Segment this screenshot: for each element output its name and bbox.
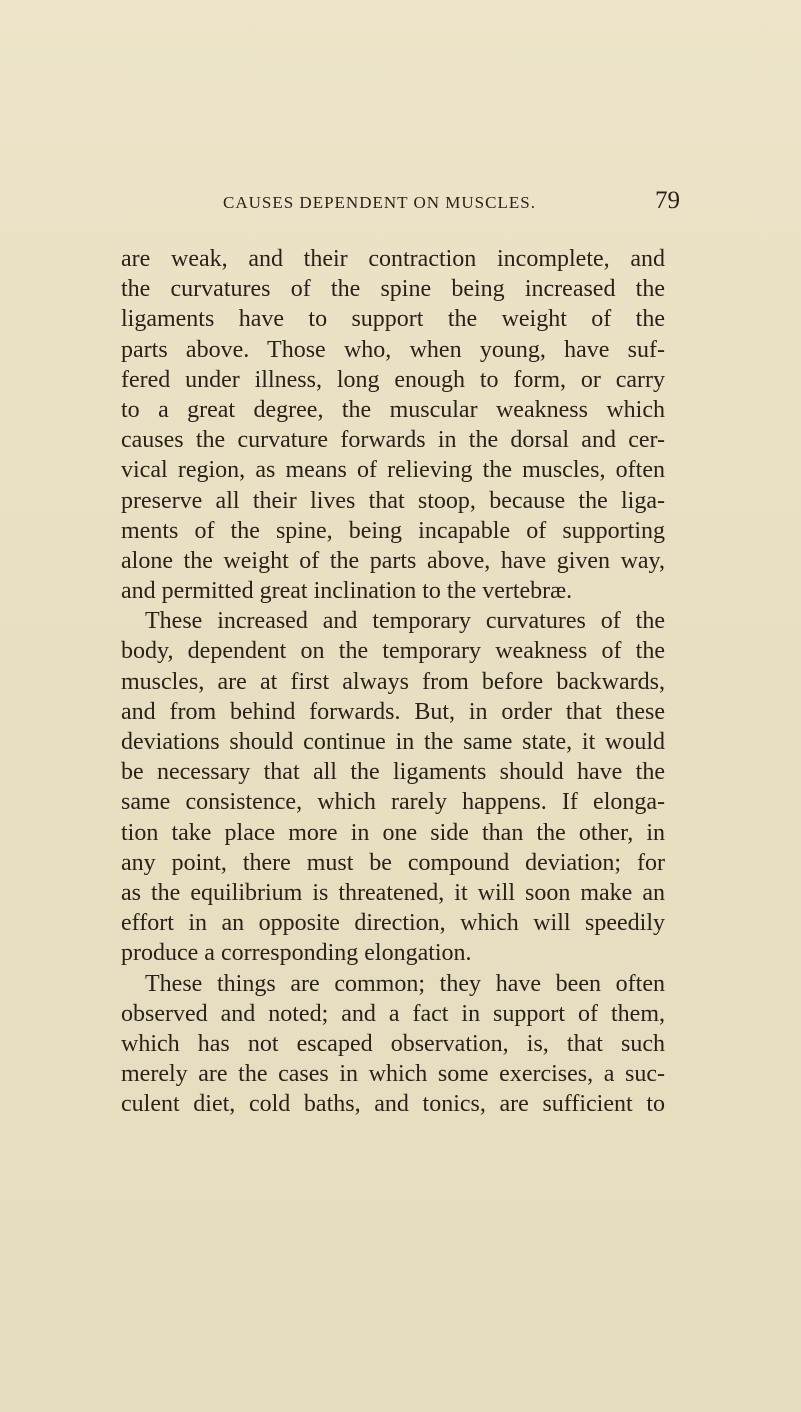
page-header (223, 187, 683, 223)
text-line: any point, there must be compound deviation; for (121, 849, 665, 876)
text-line: alone the weight of the parts above, have given way, (121, 547, 665, 574)
text-line: causes the curvature forwards in the dorsal and cer- (121, 427, 665, 454)
text-line: ments of the spine, being incapable of supporting (121, 517, 665, 544)
text-line: as the equilibrium is threatened, it will soon make an (121, 879, 665, 906)
text-line: produce a corresponding elongation. (121, 940, 472, 967)
text-line: deviations should continue in the same state, it would (121, 729, 665, 755)
text-line: culent diet, cold baths, and tonics, are sufficient to (121, 1091, 665, 1118)
text-line: vical region, as means of relieving the muscles, often (121, 457, 665, 484)
body-text (121, 244, 665, 1119)
text-line: preserve all their lives that stoop, because the liga- (121, 487, 665, 514)
text-line: These increased and temporary curvatures of the (145, 608, 665, 635)
page-number: 79 (655, 187, 680, 214)
text-line: same consistence, which rarely happens. If elonga- (121, 789, 665, 816)
text-line: body, dependent on the temporary weakness of the (121, 638, 665, 665)
text-line: ligaments have to support the weight of the (121, 306, 665, 333)
running-head: CAUSES DEPENDENT ON MUSCLES. (223, 193, 536, 212)
text-line: and from behind forwards. But, in order that these (121, 698, 665, 725)
text-line: to a great degree, the muscular weakness which (121, 396, 665, 423)
text-line: fered under illness, long enough to form, or carry (121, 366, 665, 393)
text-line: parts above. Those who, when young, have suf- (121, 336, 665, 363)
text-line: be necessary that all the ligaments should have the (121, 759, 665, 786)
text-line: These things are common; they have been often (145, 970, 665, 997)
text-line: the curvatures of the spine being increased the (121, 276, 665, 303)
text-line: tion take place more in one side than the other, in (121, 819, 665, 846)
text-line: observed and noted; and a fact in support of them, (121, 1000, 665, 1027)
text-line: which has not escaped observation, is, that such (121, 1030, 665, 1057)
text-line: and permitted great inclination to the vertebræ. (121, 578, 573, 605)
text-line: are weak, and their contraction incomplete, and (121, 246, 665, 272)
text-line: muscles, are at first always from before backwards, (121, 668, 665, 695)
text-line: merely are the cases in which some exercises, a suc- (121, 1061, 665, 1088)
text-line: effort in an opposite direction, which will speedily (121, 910, 665, 937)
